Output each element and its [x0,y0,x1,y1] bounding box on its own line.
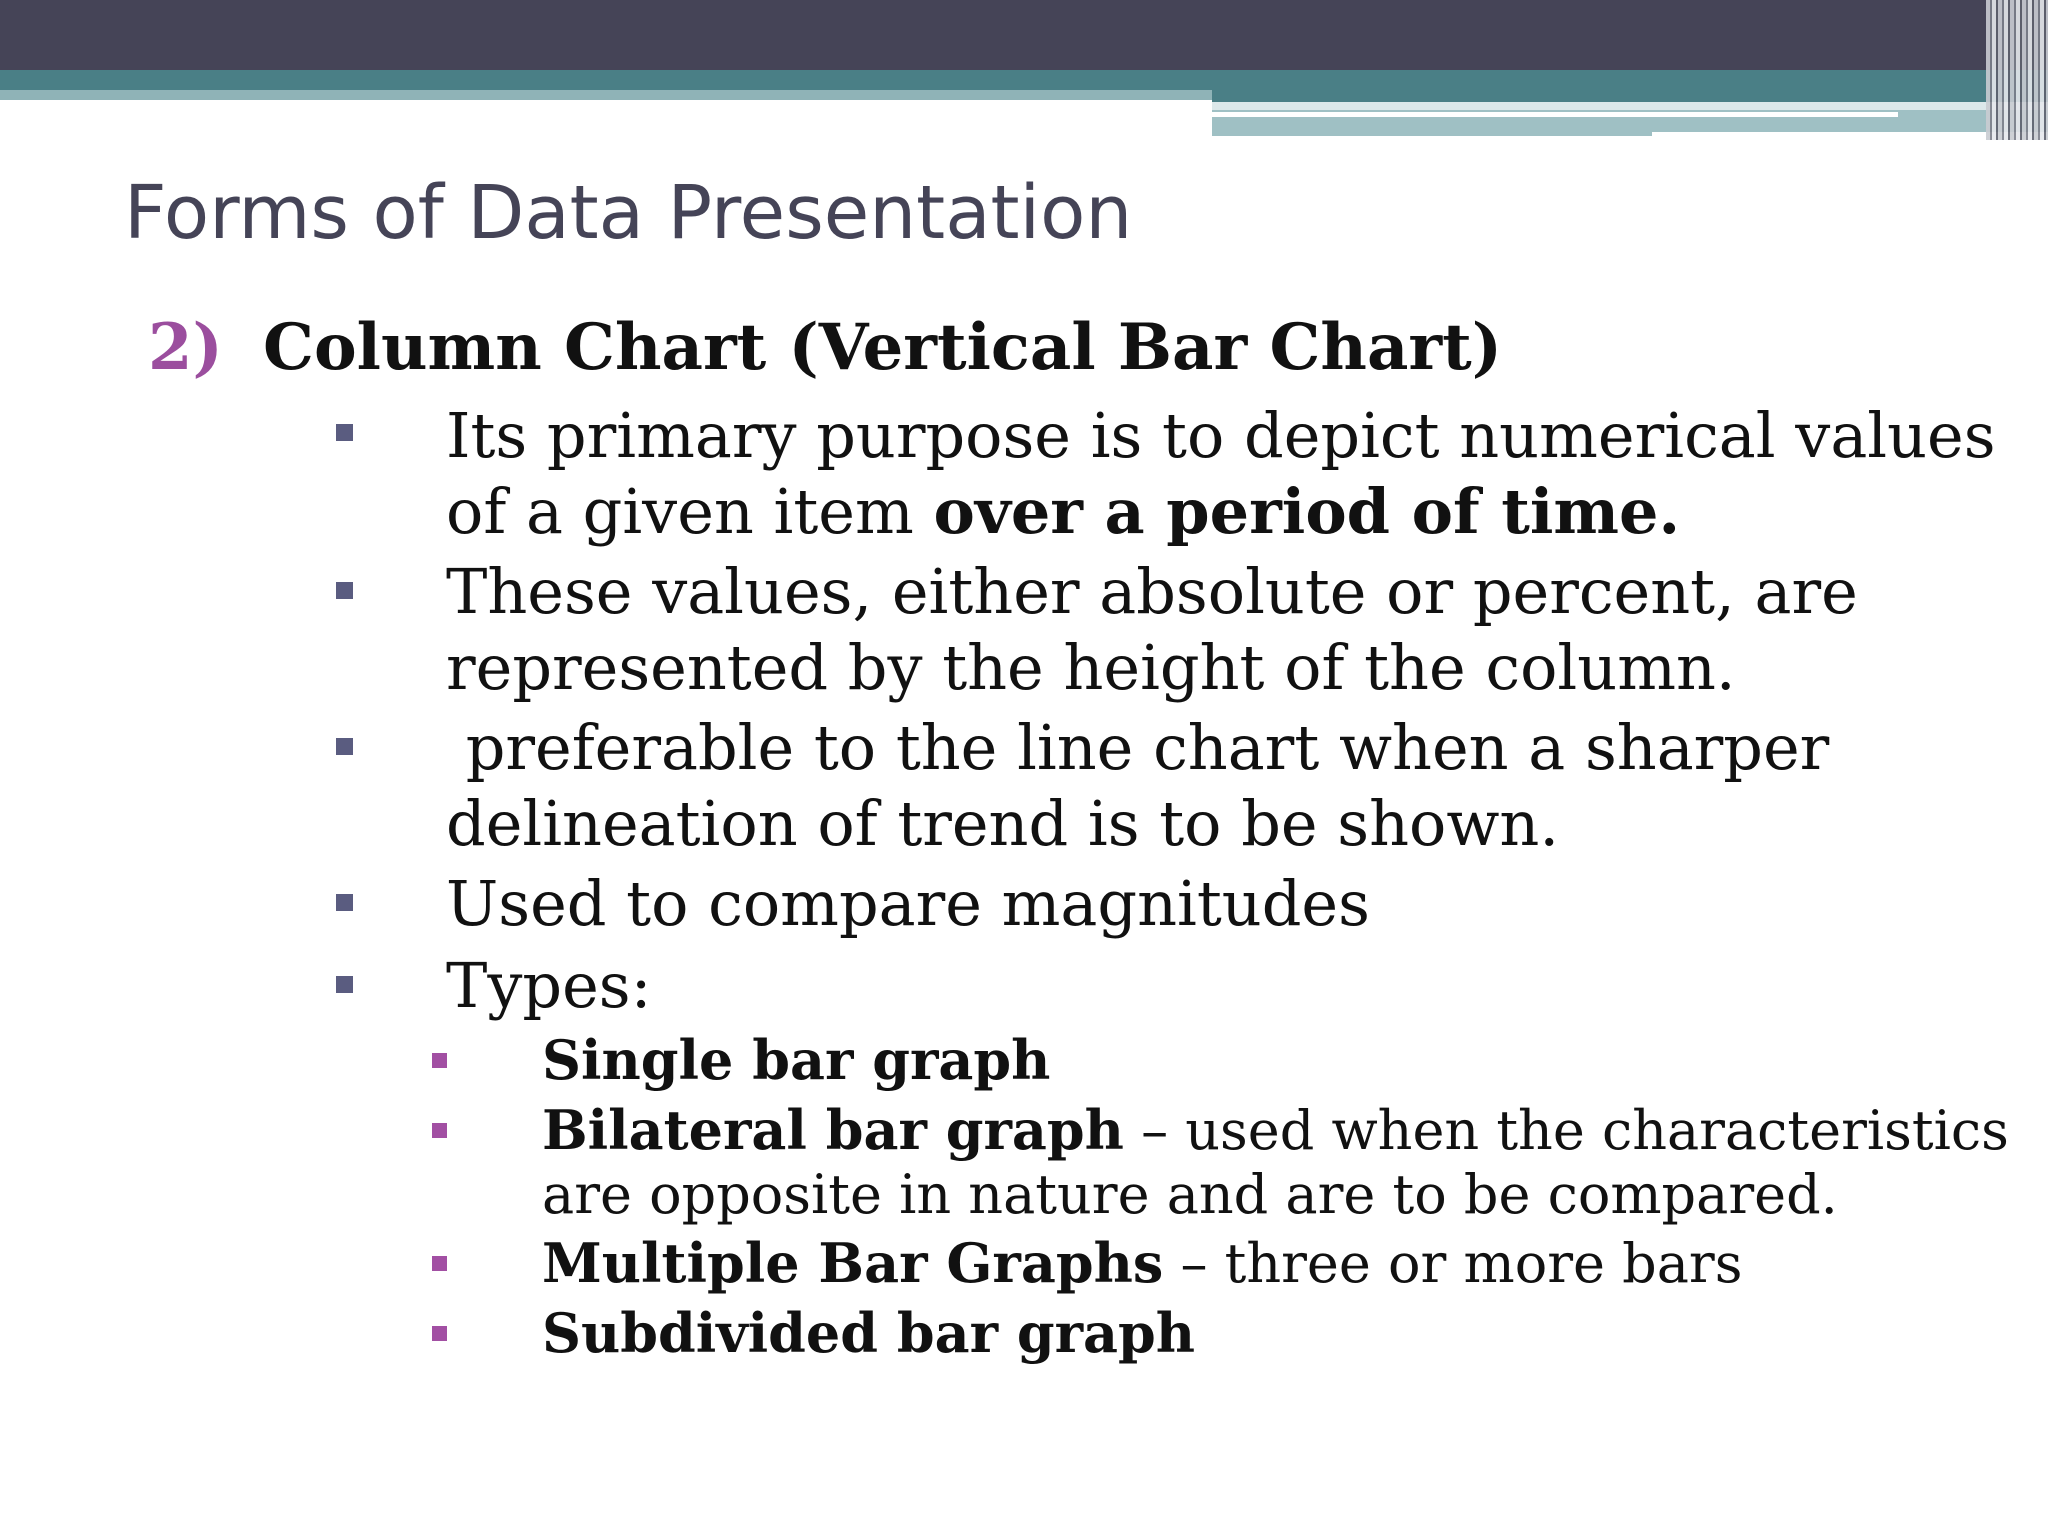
sub-bullet-bold: Multiple Bar Graphs [542,1231,1164,1295]
sub-bullet-line [542,1098,2012,1163]
main-item-number: 2) [148,310,223,385]
sub-bullet-text: – used when the characteristics [1123,1099,2009,1162]
bullet-item [446,554,2006,706]
slide-title: Forms of Data Presentation [124,170,1133,256]
bullet-line: represented by the height of the column. [446,631,1736,704]
sub-bullet-bold: Subdivided bar graph [542,1301,1196,1365]
main-item-heading: Column Chart (Vertical Bar Chart) [263,310,1502,385]
bullet-marker [336,582,353,599]
bullet-marker [336,894,353,911]
sub-bullet-marker [432,1256,447,1271]
sub-bullet-marker [432,1053,447,1068]
sub-bullet-bold: Single bar graph [542,1028,1051,1092]
bullet-text: of a given item [446,475,934,548]
bullet-line: Its primary purpose is to depict numerical values [446,399,1996,472]
header-band-dark [0,0,2048,70]
sub-bullet-marker [432,1326,447,1341]
bullet-item [446,710,2006,862]
bullet-marker [336,424,353,441]
header-line [1212,112,1898,117]
bullet-marker [336,976,353,993]
sub-bullet-item [542,1098,2012,1227]
header-band-teal [0,70,2048,90]
bullet-line: preferable to the line chart when a sharper [446,711,1830,784]
header-band-pale-right [1212,102,2048,110]
bullet-item [446,948,2006,1024]
header-band-teal-right [1212,90,2048,102]
bullet-line: delineation of trend is to be shown. [446,787,1560,860]
bullet-text-bold: over a period of time. [933,475,1681,548]
edge-stripes [1986,0,2048,140]
main-item [148,310,1502,385]
sub-bullet-item [542,1231,2012,1296]
bullet-line [446,474,2006,550]
sub-bullet-text: – three or more bars [1163,1232,1743,1295]
sub-bullet-line: are opposite in nature and are to be compared. [542,1163,1838,1226]
sub-bullet-item [542,1028,2012,1093]
sub-bullet-item [542,1301,2012,1366]
sub-bullet-marker [432,1123,447,1138]
bullet-line: Used to compare magnitudes [446,867,1370,940]
bullet-item [446,866,2006,942]
bullet-item [446,398,2006,550]
bullet-marker [336,738,353,755]
bullet-line: These values, either absolute or percent, are [446,555,1858,628]
header-band-light-left [0,90,1212,100]
bullet-line: Types: [446,949,652,1022]
sub-bullet-bold: Bilateral bar graph [542,1098,1124,1162]
